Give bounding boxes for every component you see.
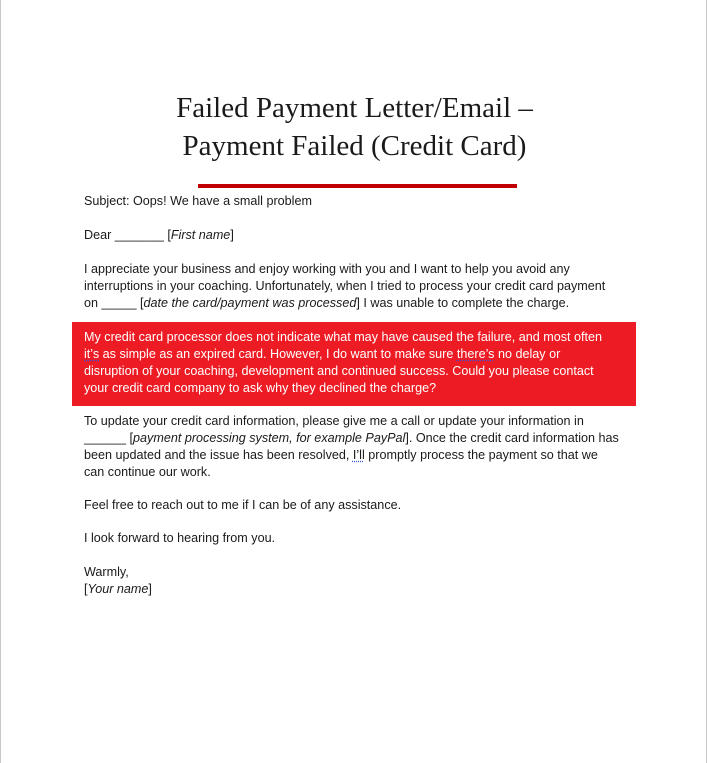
closing-block: [84, 564, 644, 598]
date-placeholder: date the card/payment was processed: [143, 296, 357, 310]
payment-system-placeholder: payment processing system, for example PayPal: [133, 431, 406, 445]
spellcheck-word: I’ll: [352, 448, 365, 462]
signature-placeholder: Your name: [87, 582, 149, 596]
document-title-line-1: Failed Payment Letter/Email –: [176, 92, 533, 124]
paragraph-3: Feel free to reach out to me if I can be of any assistance.: [84, 498, 402, 512]
highlighted-paragraph: My credit card processor does not indicate what may have caused the failure, and most often it’s as simple as an expired card. However, I do want to make sure there’s no delay or disruption of your coaching, development and continued success. Could you please contact your credit card company to ask why they declined the charge?: [84, 330, 603, 395]
document-title-line-2: Payment Failed (Credit Card): [182, 130, 527, 162]
title-divider: [198, 184, 517, 188]
spellcheck-word: it’s: [84, 347, 100, 361]
greeting-placeholder: First name: [170, 228, 231, 242]
paragraph-1: I appreciate your business and enjoy working with you and I want to help you avoid any interruptions in your coaching. Unfortunately, when I tried to process your credit card payment on _____ [date the card/payment was processed] I was unable to complete the charge.: [84, 262, 606, 310]
subject-line: Subject: Oops! We have a small problem: [84, 194, 312, 208]
signature: [Your name]: [84, 582, 152, 596]
paragraph-2: To update your credit card information, please give me a call or update your information in ______ [payment processing system, for example PayPal]. Once the credit card information has been updated and the issue has been resolved, I’ll promptly process the payment so that we can continue our work.: [84, 414, 619, 479]
closing: Warmly,: [84, 565, 129, 579]
paragraph-4: I look forward to hearing from you.: [84, 531, 276, 545]
spellcheck-word: there’s: [456, 347, 495, 361]
greeting: Dear _______ [First name]: [84, 228, 234, 242]
